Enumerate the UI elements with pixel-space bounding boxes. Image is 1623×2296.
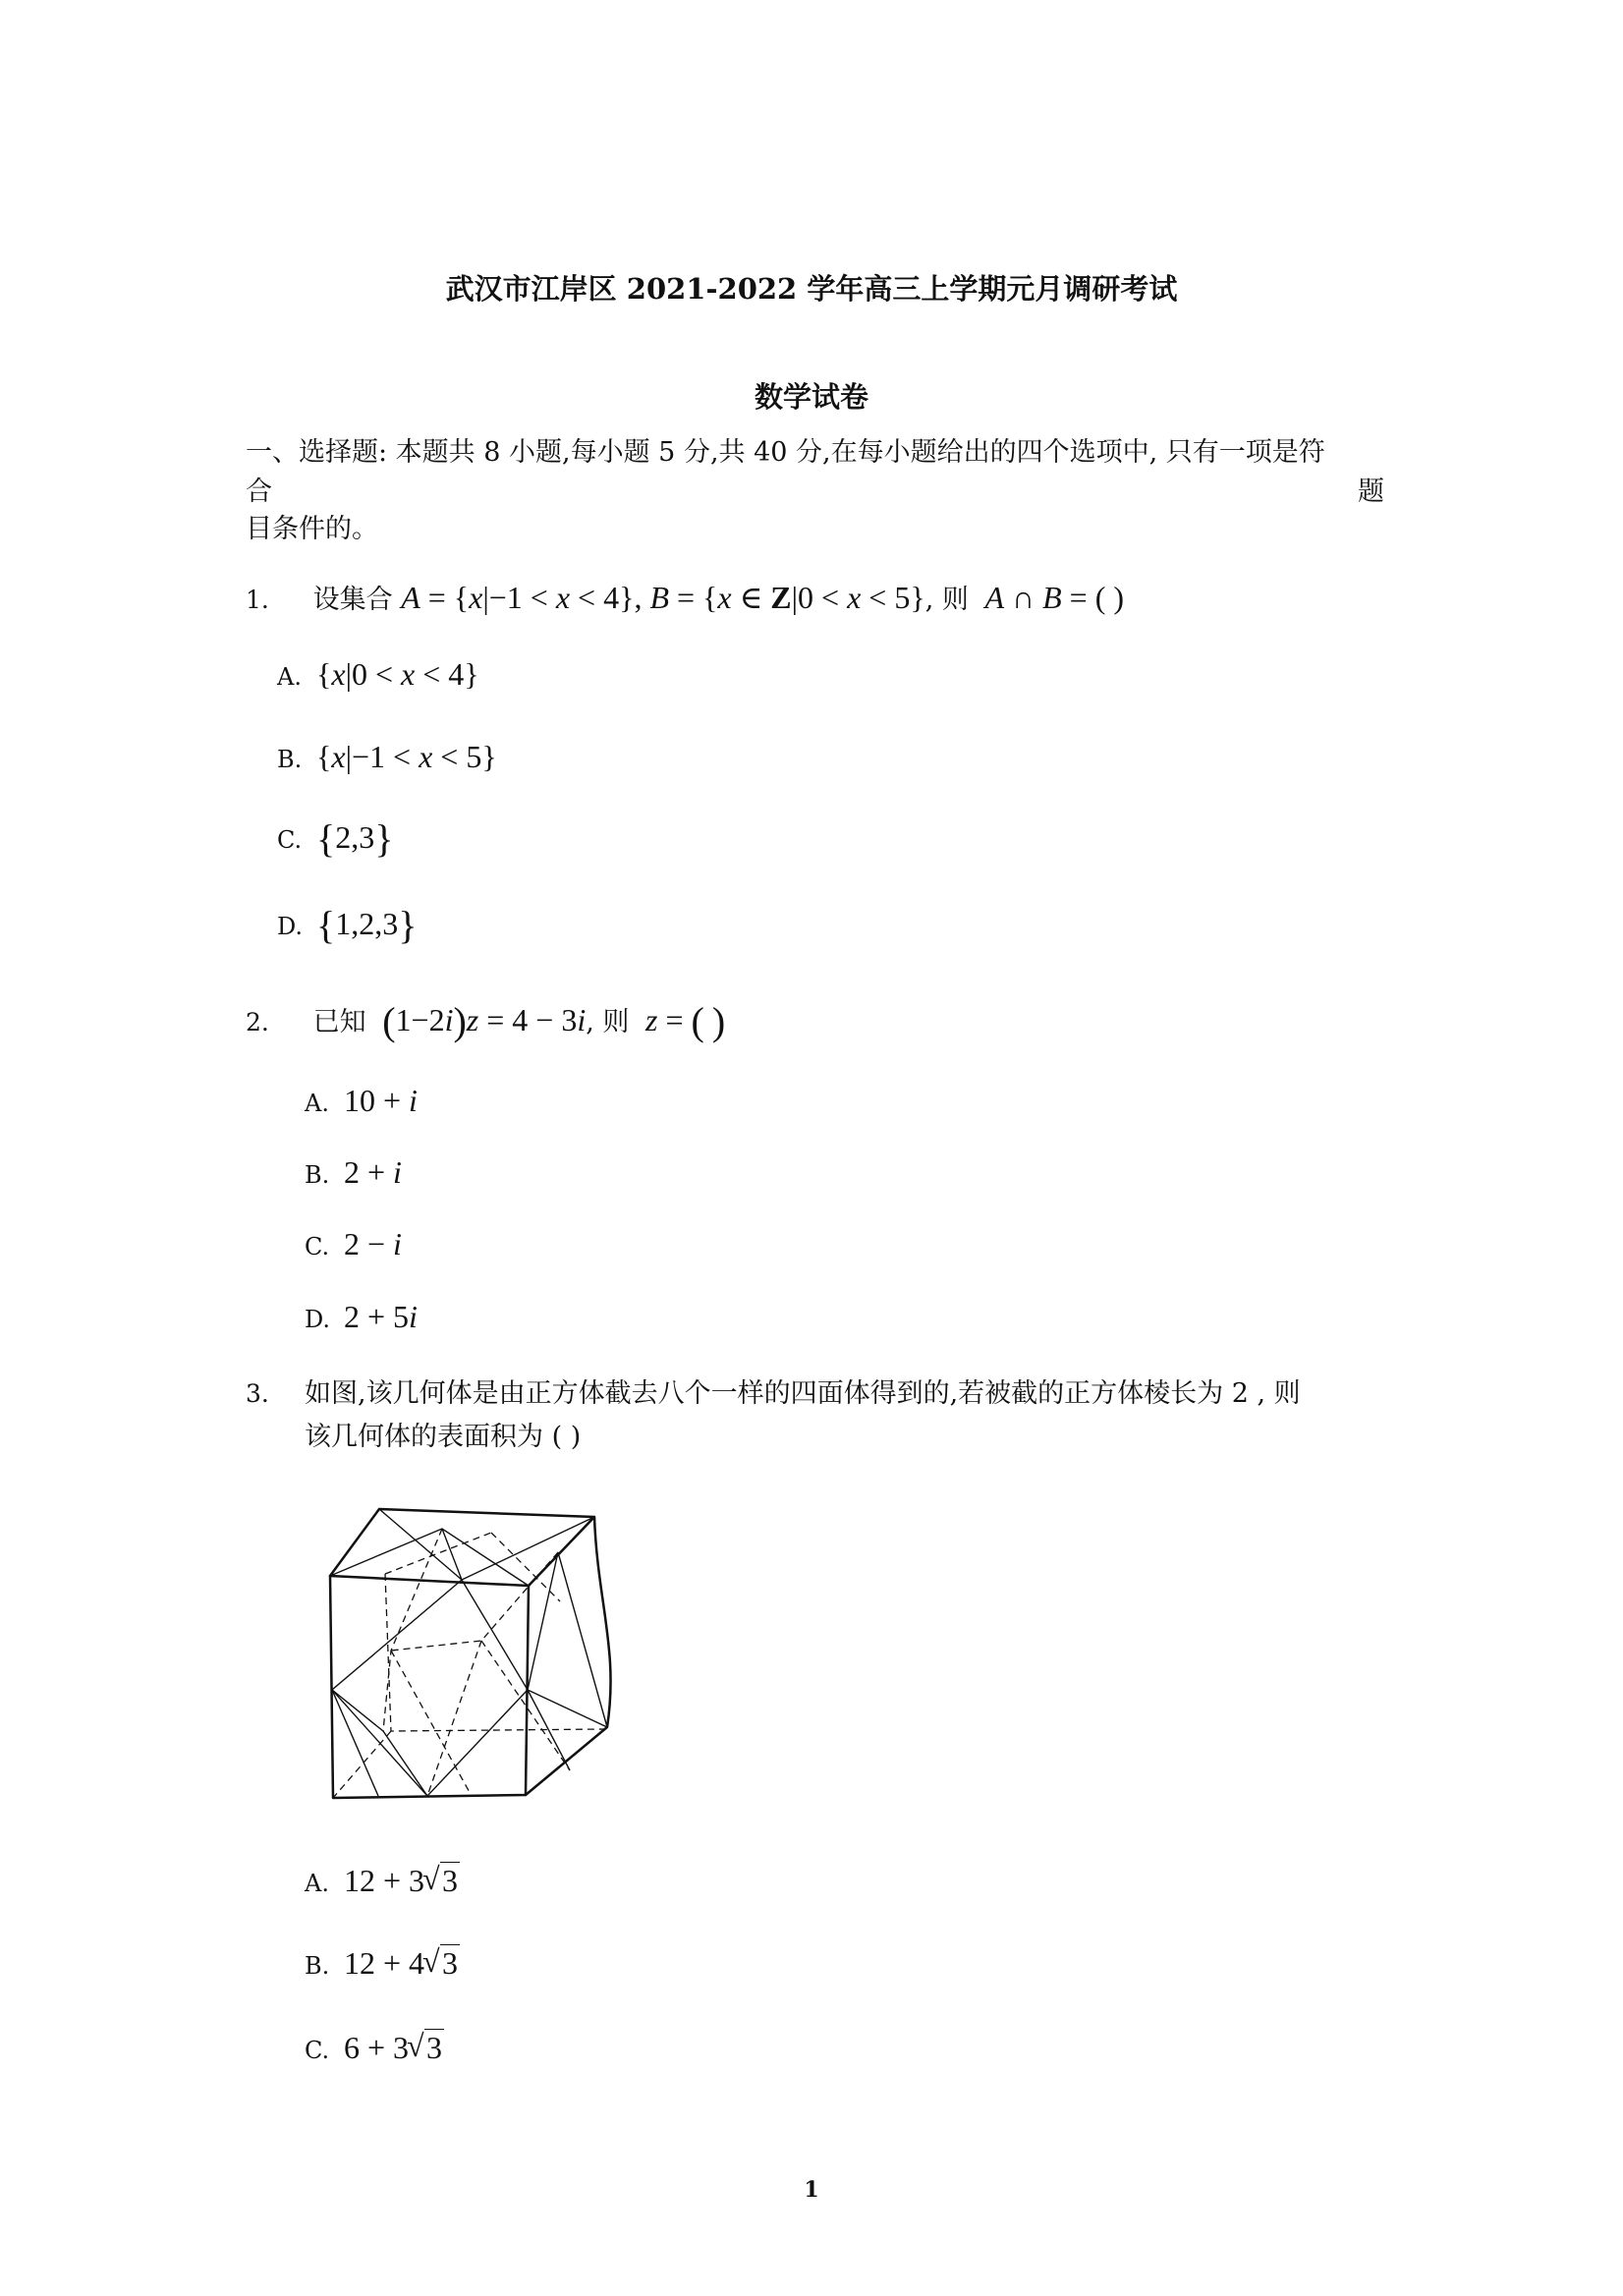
section-instructions-line1: 一、选择题: 本题共 8 小题,每小题 5 分,共 40 分,在每小题给出的四个选项中, 只有一项是符 xyxy=(246,437,1325,468)
option-label: D. xyxy=(277,913,304,940)
question-3 xyxy=(246,1372,1301,1410)
option-label: D. xyxy=(305,1306,331,1333)
option-3b[interactable] xyxy=(305,1945,460,1982)
section-instructions-line2-left: 合 xyxy=(246,476,272,507)
section-instructions-line2-right: 题 xyxy=(1358,476,1384,507)
option-formula: {2,3} xyxy=(316,816,394,861)
option-1d[interactable] xyxy=(277,903,418,947)
option-formula: {x|−1 < x < 5} xyxy=(316,739,497,774)
exam-title: 武汉市江岸区 2021-2022 学年高三上学期元月调研考试 xyxy=(445,272,1178,306)
question-formula-answer: z = ( ) xyxy=(644,999,726,1043)
option-label: C. xyxy=(277,826,303,854)
option-1b[interactable] xyxy=(277,739,497,775)
exam-subtitle: 数学试卷 xyxy=(754,380,868,414)
question-number: 3. xyxy=(246,1379,269,1408)
option-formula: 10 + i xyxy=(344,1083,418,1118)
option-formula: 2 − i xyxy=(344,1226,402,1261)
question-formula-answer: A ∩ B = ( ) xyxy=(984,580,1125,615)
question-tail: , 则 xyxy=(586,1007,630,1037)
section-instructions-line3: 目条件的。 xyxy=(246,514,378,544)
question-formula: A = {x|−1 < x < 4}, B = {x ∈ Z|0 < x < 5} xyxy=(401,580,925,615)
option-label: A. xyxy=(305,1870,329,1897)
option-formula: 12 + 4√ 3 xyxy=(344,1945,460,1981)
question-tail: , 则 xyxy=(924,585,969,615)
question-1 xyxy=(246,578,1124,616)
option-3c[interactable] xyxy=(305,2030,444,2066)
option-formula: {x|0 < x < 4} xyxy=(316,656,479,692)
question-2 xyxy=(246,1000,725,1041)
option-1c[interactable] xyxy=(277,816,394,861)
option-2b[interactable] xyxy=(305,1154,402,1191)
question-text: 已知 xyxy=(312,1007,366,1037)
option-label: A. xyxy=(277,663,302,691)
option-label: C. xyxy=(305,1233,330,1260)
option-2d[interactable] xyxy=(305,1299,418,1335)
option-label: C. xyxy=(305,2037,330,2064)
question-3-line2: 该几何体的表面积为 ( ) xyxy=(305,1422,582,1452)
polyhedron-figure xyxy=(324,1503,619,1808)
question-text-line1: 如图,该几何体是由正方体截去八个一样的四面体得到的,若被截的正方体棱长为 2 , 则 xyxy=(305,1378,1301,1409)
option-3a[interactable] xyxy=(305,1863,460,1899)
question-formula: (1−2i)z = 4 − 3i xyxy=(382,999,587,1043)
option-formula: 2 + i xyxy=(344,1154,402,1190)
option-label: A. xyxy=(305,1090,329,1117)
option-formula: 6 + 3√ 3 xyxy=(344,2030,444,2065)
option-2a[interactable] xyxy=(305,1083,418,1119)
option-2c[interactable] xyxy=(305,1226,402,1262)
option-1a[interactable] xyxy=(277,656,479,693)
option-label: B. xyxy=(305,1161,330,1189)
question-text: 设集合 xyxy=(312,585,393,615)
option-formula: 2 + 5i xyxy=(344,1299,418,1334)
question-number: 2. xyxy=(246,1008,269,1036)
question-number: 1. xyxy=(246,586,269,614)
option-label: B. xyxy=(305,1952,330,1980)
option-formula: {1,2,3} xyxy=(316,903,418,947)
page-number: 1 xyxy=(804,2177,819,2203)
option-label: B. xyxy=(277,746,303,773)
option-formula: 12 + 3√ 3 xyxy=(344,1863,460,1898)
